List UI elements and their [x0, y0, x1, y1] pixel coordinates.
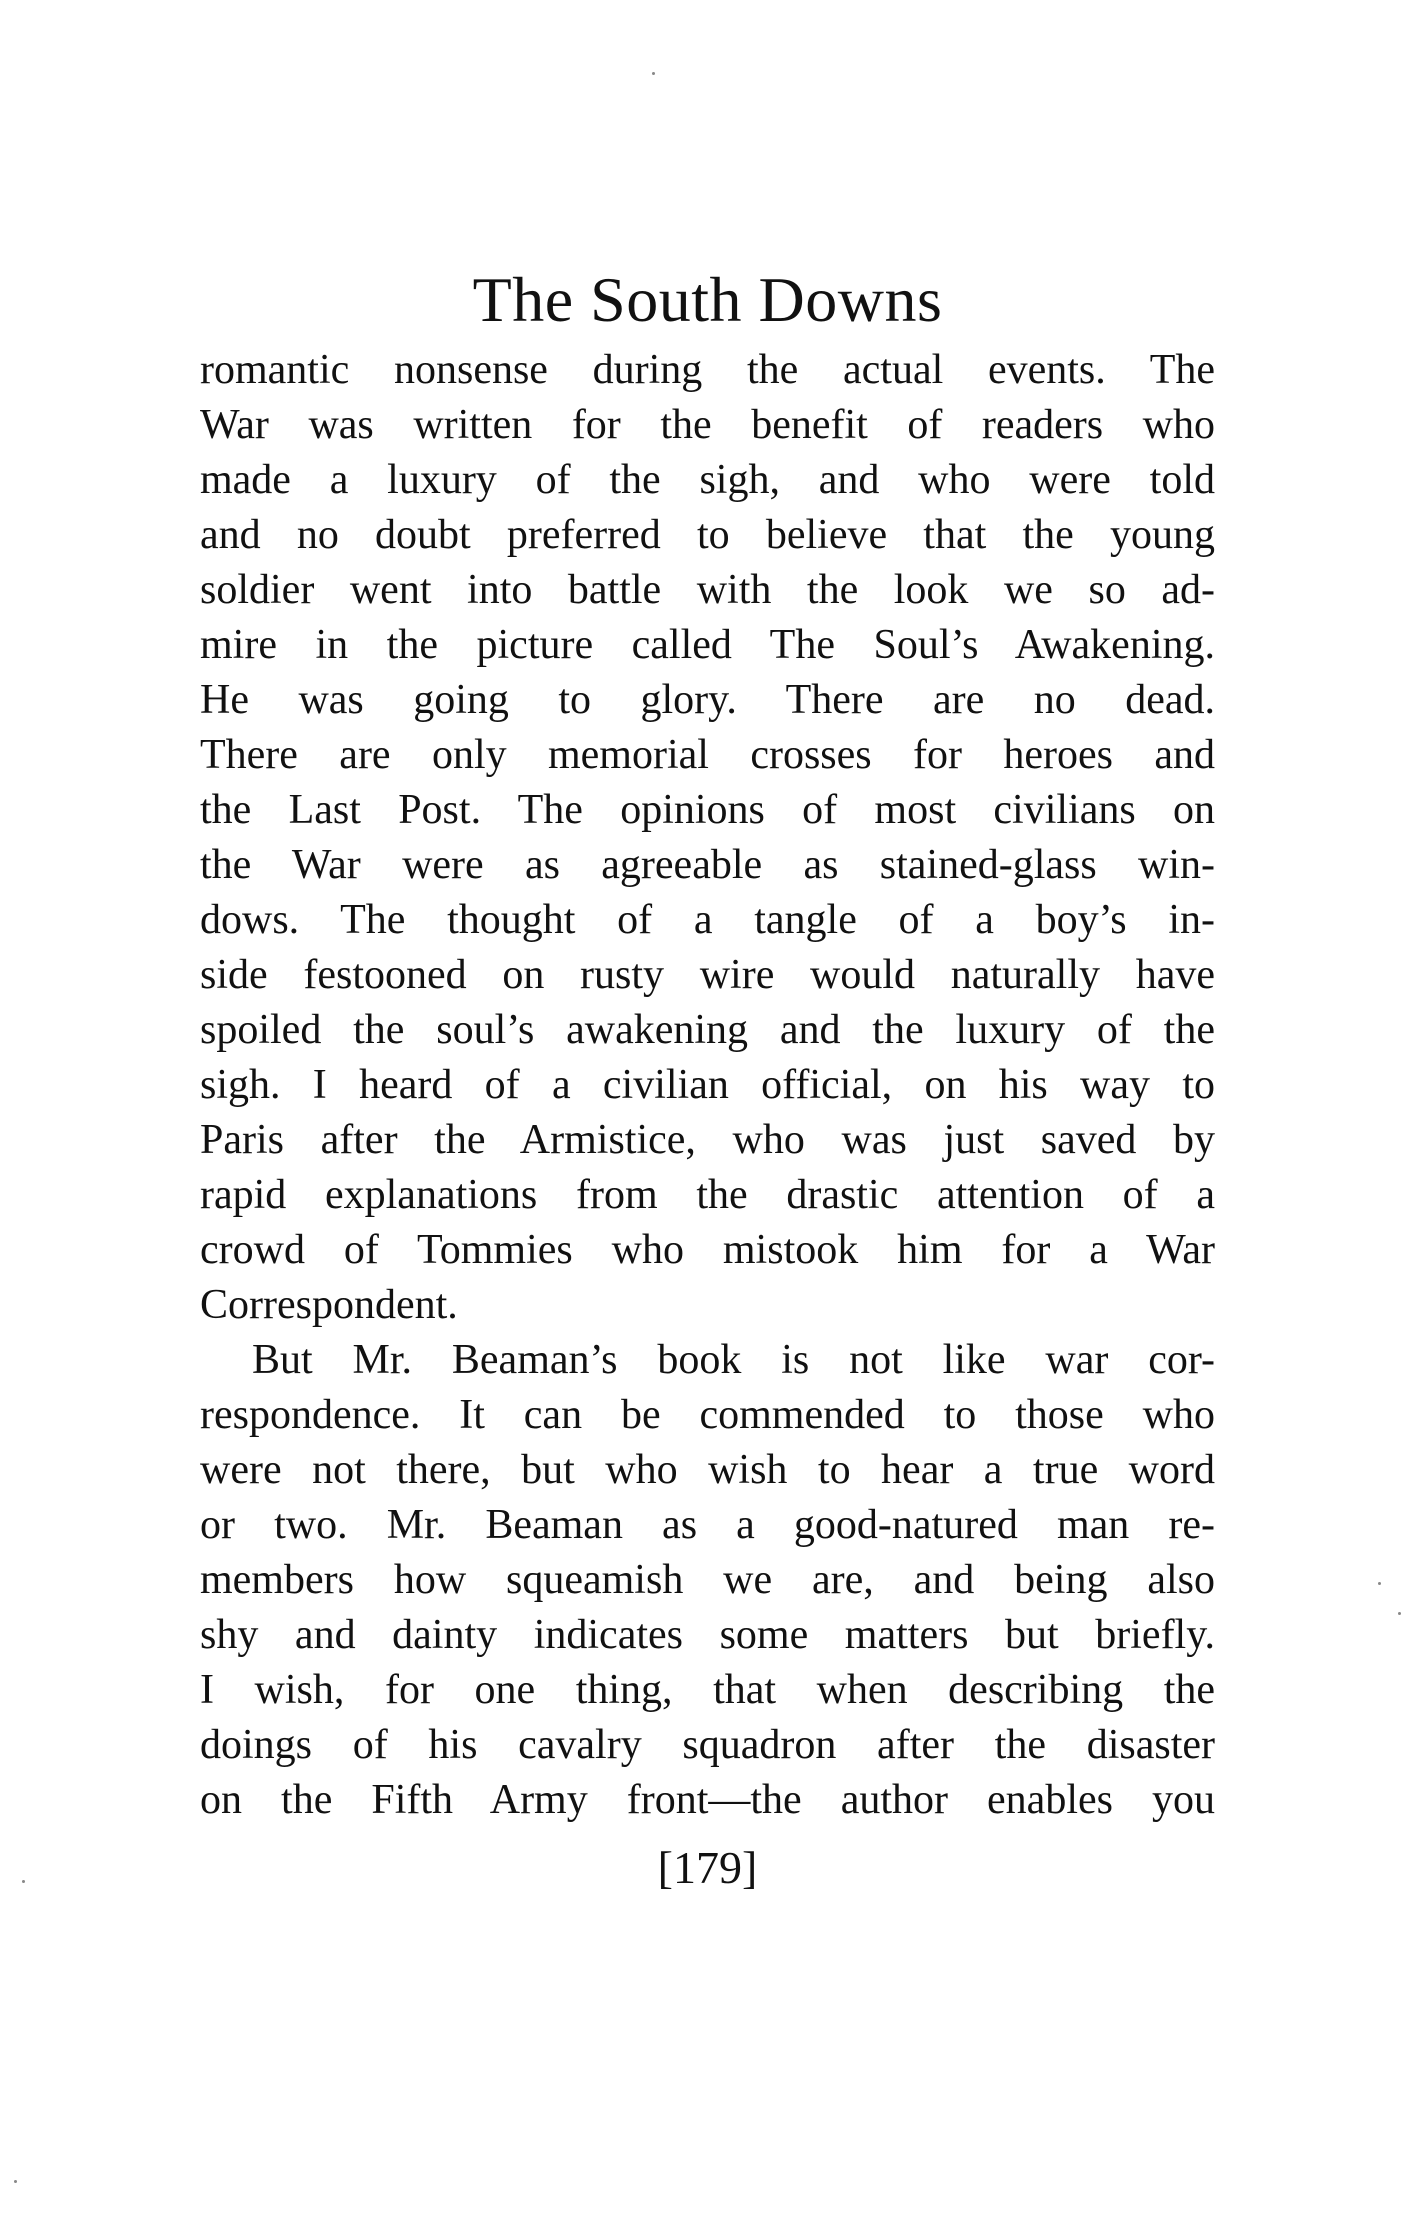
text-line: or two. Mr. Beaman as a good-natured man re-: [200, 1502, 1215, 1548]
running-head: The South Downs: [472, 264, 943, 335]
text-line: There are only memorial crosses for heroes and: [200, 732, 1215, 778]
scan-speck: [14, 2180, 17, 2183]
text-line: But Mr. Beaman’s book is not like war cor-: [252, 1337, 1215, 1383]
text-line: the War were as agreeable as stained-glass win-: [200, 842, 1215, 888]
text-line: were not there, but who wish to hear a true word: [200, 1447, 1215, 1493]
scan-speck: [1398, 1612, 1401, 1615]
text-line: soldier went into battle with the look we so ad-: [200, 567, 1215, 613]
text-line: Correspondent.: [200, 1282, 458, 1328]
text-line: made a luxury of the sigh, and who were told: [200, 457, 1215, 503]
text-line: romantic nonsense during the actual events. The: [200, 347, 1215, 393]
text-line: sigh. I heard of a civilian official, on his way to: [200, 1062, 1215, 1108]
page-number: [179]: [657, 1842, 758, 1893]
text-line: shy and dainty indicates some matters but briefly.: [200, 1612, 1215, 1658]
text-line: mire in the picture called The Soul’s Awakening.: [200, 622, 1215, 668]
scan-speck: [22, 1880, 25, 1883]
scan-speck: [1378, 1582, 1381, 1585]
text-line: on the Fifth Army front—the author enables you: [200, 1777, 1215, 1823]
text-line: doings of his cavalry squadron after the disaster: [200, 1722, 1215, 1768]
text-line: spoiled the soul’s awakening and the luxury of the: [200, 1007, 1215, 1053]
text-line: side festooned on rusty wire would naturally have: [200, 952, 1215, 998]
text-line: members how squeamish we are, and being also: [200, 1557, 1215, 1603]
scan-speck: [652, 72, 655, 75]
text-line: and no doubt preferred to believe that the young: [200, 512, 1215, 558]
text-line: crowd of Tommies who mistook him for a War: [200, 1227, 1215, 1273]
text-line: dows. The thought of a tangle of a boy’s in-: [200, 897, 1215, 943]
text-line: War was written for the benefit of readers who: [200, 402, 1215, 448]
text-line: respondence. It can be commended to those who: [200, 1392, 1215, 1438]
body-text: [200, 343, 1215, 1828]
text-line: He was going to glory. There are no dead.: [200, 677, 1215, 723]
text-line: I wish, for one thing, that when describing the: [200, 1667, 1215, 1713]
text-line: Paris after the Armistice, who was just saved by: [200, 1117, 1215, 1163]
text-line: the Last Post. The opinions of most civilians on: [200, 787, 1215, 833]
text-line: rapid explanations from the drastic attention of a: [200, 1172, 1215, 1218]
